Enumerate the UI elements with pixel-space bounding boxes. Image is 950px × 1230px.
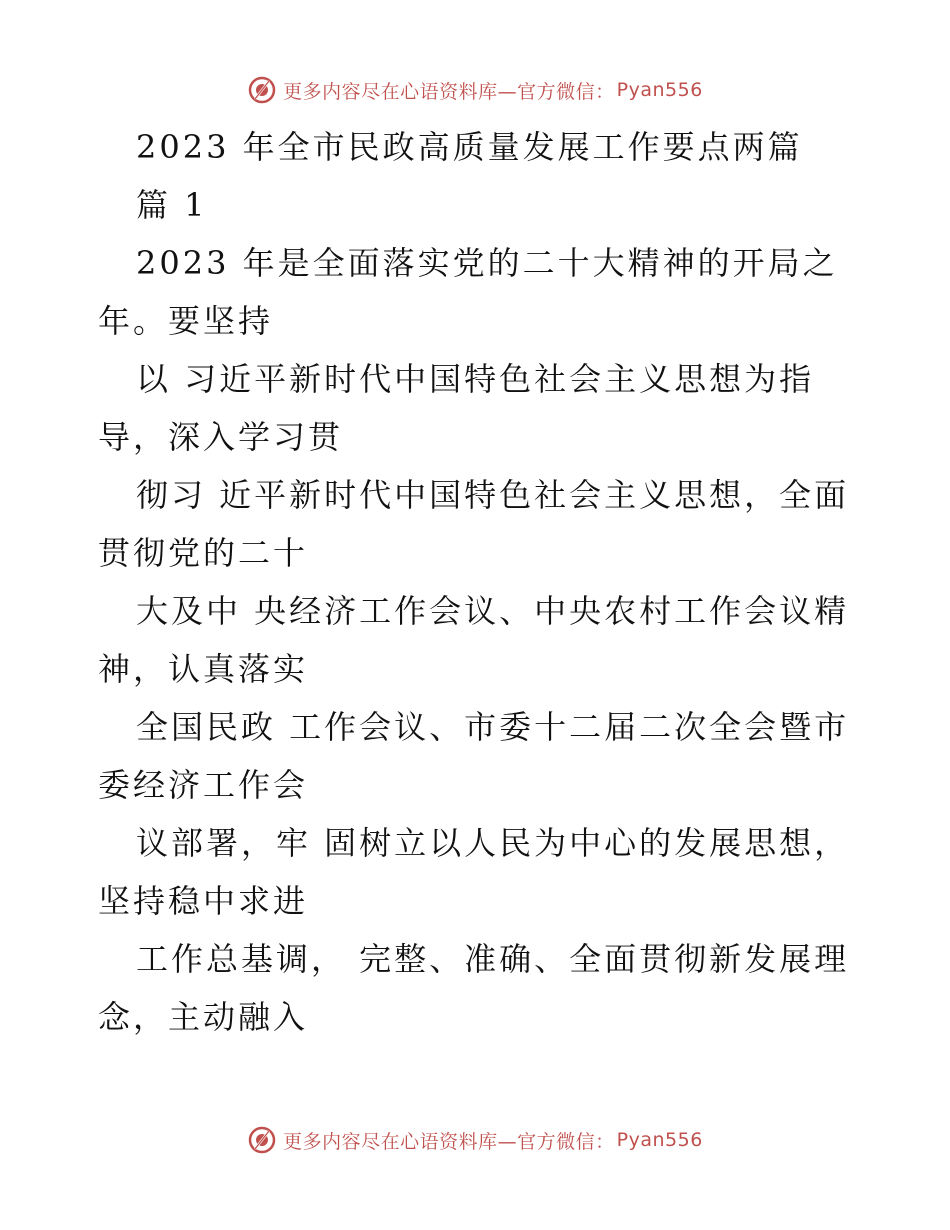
- text-line: 议部署，牢 固树立以人民为中心的发展思想，: [136, 824, 850, 862]
- footer-watermark: [0, 1120, 950, 1160]
- text-line: 神，认真落实: [98, 650, 309, 688]
- header-watermark: [0, 70, 950, 110]
- text-line: 工作总基调， 完整、准确、全面贯彻新发展理: [136, 940, 850, 978]
- text-line: 念，主动融入: [98, 998, 309, 1036]
- text-line: 2023 年是全面落实党的二十大精神的开局之: [136, 244, 838, 282]
- text-line: 贯彻党的二十: [98, 534, 309, 572]
- section-heading: 篇 1: [136, 186, 208, 224]
- text-line: 大及中 央经济工作会议、中央农村工作会议精: [136, 592, 850, 630]
- text-line: 全国民政 工作会议、市委十二届二次全会暨市: [136, 708, 850, 746]
- watermark-text: 更多内容尽在心语资料库—官方微信：: [283, 1130, 615, 1153]
- document-body: [98, 118, 850, 1046]
- pen-logo-icon: [247, 1125, 277, 1155]
- text-line: 委经济工作会: [98, 766, 309, 804]
- watermark-id: Pyan556: [616, 79, 703, 101]
- text-line: 年。要坚持: [98, 302, 274, 340]
- watermark-id: Pyan556: [616, 1129, 703, 1151]
- pen-logo-icon: [247, 75, 277, 105]
- text-line: 导，深入学习贯: [98, 418, 344, 456]
- watermark-text: 更多内容尽在心语资料库—官方微信：: [283, 80, 615, 103]
- document-title: 2023 年全市民政高质量发展工作要点两篇: [136, 128, 803, 166]
- text-line: 彻习 近平新时代中国特色社会主义思想，全面: [136, 476, 850, 514]
- text-line: 以 习近平新时代中国特色社会主义思想为指: [136, 360, 815, 398]
- text-line: 坚持稳中求进: [98, 882, 309, 920]
